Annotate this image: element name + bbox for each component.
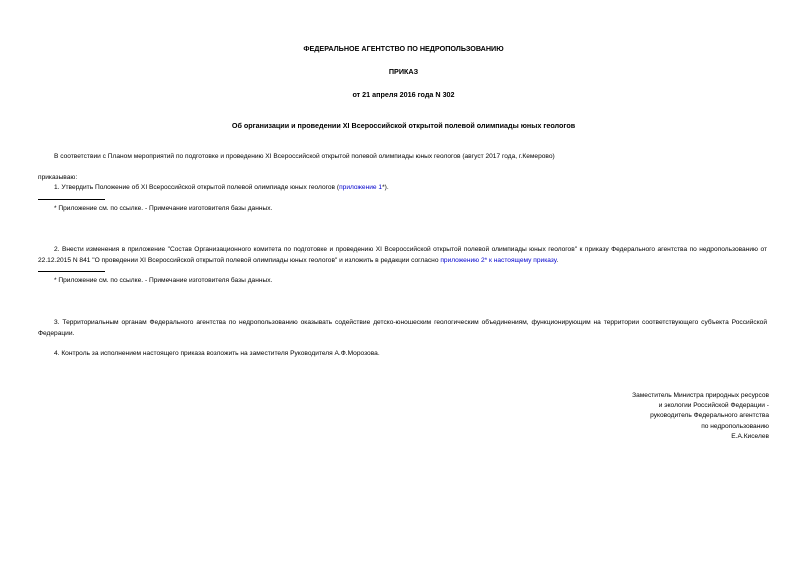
item-4-paragraph: 4. Контроль за исполнением настоящего приказа возложить на заместителя Руководителя А.Ф.Морозова. <box>54 350 380 357</box>
signature-line-2: и экологии Российской Федерации - <box>658 402 769 410</box>
footnote-1: * Приложение см. по ссылке. - Примечание изготовителя базы данных. <box>54 205 273 212</box>
agency-title: ФЕДЕРАЛЬНОЕ АГЕНТСТВО ПО НЕДРОПОЛЬЗОВАНИЮ <box>303 44 504 53</box>
signature-name: Е.А.Киселев <box>731 432 769 440</box>
item-1-text: 1. Утвердить Положение об XI Всероссийской открытой полевой олимпиаде юных геологов ( <box>54 184 340 191</box>
item-1-paragraph <box>54 182 389 193</box>
appendix-2-link[interactable]: приложению 2* к настоящему приказу <box>440 257 557 264</box>
signature-line-4: по недропользованию <box>701 422 769 430</box>
document-type: ПРИКАЗ <box>388 67 419 76</box>
footnote-2: * Приложение см. по ссылке. - Примечание изготовителя базы данных. <box>54 277 273 284</box>
footnote-divider-1 <box>38 199 105 200</box>
item-3-paragraph: 3. Территориальным органам Федерального агентства по недропользованию оказывать содействие детско-юношеским геологическим объединениям, функционирующим на территории соответствующего субъекта Российской Федерации. <box>38 319 767 337</box>
footnote-divider-2 <box>38 271 105 272</box>
signature-line-1: Заместитель Министра природных ресурсов <box>632 392 769 399</box>
order-word: приказываю: <box>38 174 78 181</box>
item-2-text: 2. Внести изменения в приложение "Состав Организационного комитета по подготовке и проведению XI Всероссийской открытой полевой олимпиады юных геологов" к приказу Федерального агентства по недропользованию от 22.12.2015 N 841 "О проведении XI Всероссийской открытой полевой олимпиады юных геологов" и изложить в редакции согласно <box>38 246 767 264</box>
document-subject: Об организации и проведении XI Всероссийской открытой полевой олимпиады юных геологов <box>231 121 576 130</box>
signature-block <box>632 391 769 442</box>
signature-line-3: руководитель Федерального агентства <box>650 412 769 420</box>
document-date-number: от 21 апреля 2016 года N 302 <box>352 90 455 99</box>
item-2-tail: . <box>556 257 559 264</box>
item-2-paragraph <box>38 244 767 266</box>
item-1-tail: *). <box>382 184 389 191</box>
preamble-paragraph: В соответствии с Планом мероприятий по подготовке и проведению XI Всероссийской открытой полевой олимпиады юных геологов (август 2017 года, г.Кемерово) <box>54 153 555 160</box>
appendix-1-link[interactable]: приложение 1 <box>339 184 383 191</box>
